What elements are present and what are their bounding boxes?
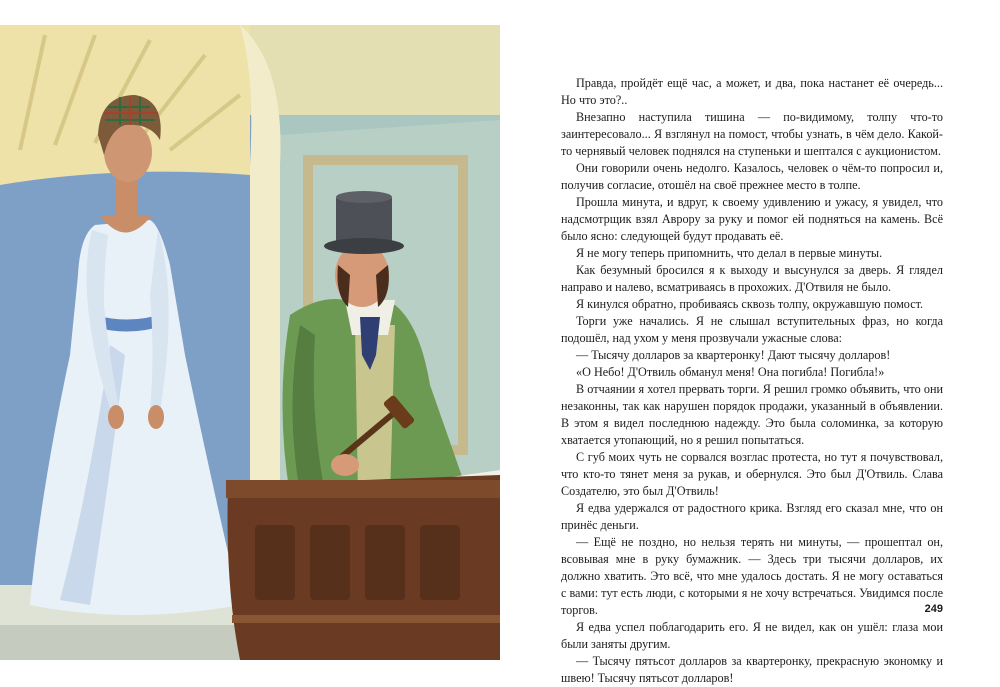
page-number: 249 bbox=[924, 603, 943, 615]
paragraph: В отчаянии я хотел прервать торги. Я решил громко объявить, что они незаконны, так как нарушен порядок продажи, указанный в объявлении. В этом я видел последнюю надежду. Это была соломинка, за которую хватается утопающий, но я решил попытаться. bbox=[561, 382, 943, 447]
paragraph: — Ещё не поздно, но нельзя терять ни минуты, — прошептал он, всовывая мне в руку бумажник. — Здесь три тысячи долларов, их должно хватить. Это всё, что мне удалось достать. Я не могу оставаться с вами: тут есть люди, с которыми я не хочу встречаться. Увидимся после торгов. bbox=[561, 535, 943, 617]
paragraph: — Тысячу пятьсот долларов за квартеронку, прекрасную экономку и швею! Тысячу пятьсот долларов! bbox=[561, 654, 943, 685]
paragraph: Я едва успел поблагодарить его. Я не видел, как он ушёл: глаза мои были заняты другим. bbox=[561, 620, 943, 651]
woman-hand-left bbox=[108, 405, 124, 429]
paragraph: С губ моих чуть не сорвался возглас протеста, но тут я почувствовал, что кто-то тянет меня за рукав, и обернулся. Это был Д'Отвиль. Слава Создателю, это был Д'Отвиль! bbox=[561, 450, 943, 498]
top-hat-brim bbox=[324, 238, 404, 254]
paragraph: Я кинулся обратно, пробиваясь сквозь толпу, окружавшую помост. bbox=[576, 297, 924, 311]
paragraph: Как безумный бросился я к выходу и высунулся за дверь. Я глядел направо и налево, всматриваясь в прохожих. Д'Отвиля не было. bbox=[561, 263, 943, 294]
paragraph: Они говорили очень недолго. Казалось, человек о чём-то попросил и, получив согласие, отошёл на своё прежнее место в толпе. bbox=[561, 161, 943, 192]
body-text bbox=[561, 75, 943, 687]
wall-upper-light bbox=[250, 25, 500, 115]
top-hat-top bbox=[336, 191, 392, 203]
podium-moulding bbox=[232, 615, 500, 623]
woman-hand-right bbox=[148, 405, 164, 429]
paragraph: Торги уже начались. Я не слышал вступительных фраз, но когда подошёл, над ухом у меня прозвучали ужасные слова: bbox=[561, 314, 943, 345]
paragraph: Внезапно наступила тишина — по-видимому, толпу что-то заинтересовало... Я взглянул на помост, чтобы узнать, в чём дело. Какой-то чернявый человек поднялся на ступеньки и шептался с аукционистом. bbox=[561, 110, 943, 158]
paragraph: Правда, пройдёт ещё час, а может, и два, пока настанет её очередь... Но что это?.. bbox=[561, 76, 943, 107]
paragraph: «О Небо! Д'Отвиль обманул меня! Она погибла! Погибла!» bbox=[576, 365, 885, 379]
paragraph: — Тысячу долларов за квартеронку! Дают тысячу долларов! bbox=[576, 348, 891, 362]
paragraph: Я не могу теперь припомнить, что делал в первые минуты. bbox=[576, 246, 883, 260]
paragraph: Прошла минута, и вдруг, к своему удивлению и ужасу, я увидел, что надсмотрщик взял Аврору за руку и помог ей подняться на камень. Всё было ясно: следующей будут продавать её. bbox=[561, 195, 943, 243]
paragraph: Я едва удержался от радостного крика. Взгляд его сказал мне, что он принёс деньги. bbox=[561, 501, 943, 532]
podium-top bbox=[226, 480, 500, 498]
illustration bbox=[0, 25, 500, 660]
auctioneer-hand bbox=[331, 454, 359, 476]
